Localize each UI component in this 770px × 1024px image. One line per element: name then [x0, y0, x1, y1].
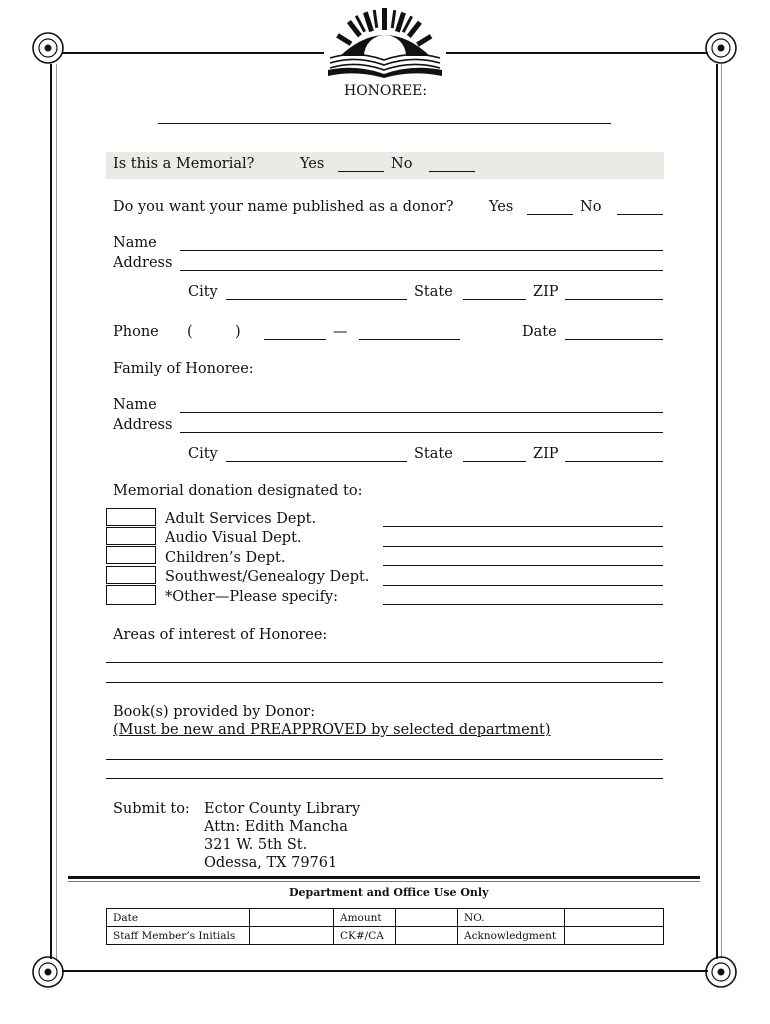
childrens-dept-field[interactable]	[383, 565, 663, 566]
southwest-genealogy-label: Southwest/Genealogy Dept.	[165, 569, 370, 585]
phone-dash: —	[333, 324, 348, 340]
corner-ornament-bottom-left-icon	[31, 955, 65, 989]
corner-ornament-top-left-icon	[31, 31, 65, 65]
family-city-field[interactable]	[226, 461, 407, 462]
donor-state-field[interactable]	[463, 299, 526, 300]
family-address-label: Address	[113, 417, 173, 433]
office-date-label: Date	[107, 909, 250, 927]
family-city-label: City	[188, 446, 218, 462]
family-zip-field[interactable]	[565, 461, 663, 462]
donor-zip-field[interactable]	[565, 299, 663, 300]
office-ck-ca-value[interactable]	[396, 927, 458, 945]
interests-line-2[interactable]	[106, 682, 663, 683]
submit-address-line: 321 W. 5th St.	[204, 837, 308, 853]
frame-bottom-line	[62, 970, 708, 972]
office-divider-thin	[68, 881, 700, 882]
submit-label: Submit to:	[113, 801, 190, 817]
office-amount-value[interactable]	[396, 909, 458, 927]
memorial-no-label: No	[391, 156, 413, 172]
donor-phone-line-field[interactable]	[359, 339, 460, 340]
donor-name-field[interactable]	[180, 250, 663, 251]
publish-no-label: No	[580, 199, 602, 215]
table-row	[107, 909, 664, 927]
childrens-dept-checkbox[interactable]	[106, 546, 156, 564]
adult-services-field[interactable]	[383, 526, 663, 527]
office-acknowledgment-value[interactable]	[565, 927, 664, 945]
audio-visual-label: Audio Visual Dept.	[165, 530, 302, 546]
donor-phone-label: Phone	[113, 324, 159, 340]
books-line-1[interactable]	[106, 759, 663, 760]
publish-yes-label: Yes	[489, 199, 514, 215]
family-heading: Family of Honoree:	[113, 361, 254, 377]
designation-heading: Memorial donation designated to:	[113, 483, 363, 499]
office-amount-label: Amount	[334, 909, 396, 927]
corner-ornament-bottom-right-icon	[704, 955, 738, 989]
frame-left-line	[50, 64, 52, 959]
publish-yes-field[interactable]	[527, 214, 573, 215]
table-row	[107, 927, 664, 945]
southwest-genealogy-field[interactable]	[383, 585, 663, 586]
publish-question-label: Do you want your name published as a donor?	[113, 199, 454, 215]
books-heading: Book(s) provided by Donor:	[113, 704, 316, 720]
phone-open-paren: (	[187, 324, 193, 340]
office-use-table	[106, 908, 664, 945]
donor-state-label: State	[414, 284, 453, 300]
frame-right-shadow-line	[721, 64, 722, 959]
adult-services-label: Adult Services Dept.	[165, 511, 317, 527]
interests-heading: Areas of interest of Honoree:	[113, 627, 328, 643]
audio-visual-field[interactable]	[383, 546, 663, 547]
donor-zip-label: ZIP	[533, 284, 559, 300]
other-label: *Other—Please specify:	[165, 589, 339, 605]
office-initials-value[interactable]	[250, 927, 334, 945]
honoree-name-field[interactable]	[158, 123, 611, 124]
office-initials-label: Staff Member’s Initials	[107, 927, 250, 945]
family-state-label: State	[414, 446, 453, 462]
memorial-yes-field[interactable]	[338, 171, 384, 172]
memorial-yes-label: Yes	[300, 156, 325, 172]
other-checkbox[interactable]	[106, 585, 156, 605]
family-zip-label: ZIP	[533, 446, 559, 462]
southwest-genealogy-checkbox[interactable]	[106, 566, 156, 584]
donor-address-field[interactable]	[180, 270, 663, 271]
adult-services-checkbox[interactable]	[106, 508, 156, 526]
donor-date-field[interactable]	[565, 339, 663, 340]
interests-line-1[interactable]	[106, 662, 663, 663]
family-address-field[interactable]	[180, 432, 663, 433]
donor-city-field[interactable]	[226, 299, 407, 300]
family-name-label: Name	[113, 397, 157, 413]
books-line-2[interactable]	[106, 778, 663, 779]
family-state-field[interactable]	[463, 461, 526, 462]
donor-name-label: Name	[113, 235, 157, 251]
frame-left-shadow-line	[56, 64, 57, 959]
honoree-label: HONOREE:	[344, 83, 428, 99]
submit-address-line: Odessa, TX 79761	[204, 855, 338, 871]
open-book-sunrise-icon	[326, 6, 444, 78]
office-ck-ca-label: CK#/CA	[334, 927, 396, 945]
office-date-value[interactable]	[250, 909, 334, 927]
family-name-field[interactable]	[180, 412, 663, 413]
office-divider-thick	[68, 876, 700, 879]
office-no-label: NO.	[458, 909, 565, 927]
submit-address-line: Attn: Edith Mancha	[204, 819, 348, 835]
submit-address-line: Ector County Library	[204, 801, 361, 817]
donor-phone-prefix-field[interactable]	[264, 339, 326, 340]
other-specify-field[interactable]	[383, 604, 663, 605]
frame-right-line	[716, 64, 718, 959]
corner-ornament-top-right-icon	[704, 31, 738, 65]
donor-city-label: City	[188, 284, 218, 300]
memorial-no-field[interactable]	[429, 171, 475, 172]
phone-close-paren: )	[235, 324, 241, 340]
donor-address-label: Address	[113, 255, 173, 271]
frame-top-left-line	[62, 52, 324, 54]
books-note: (Must be new and PREAPPROVED by selected department)	[113, 722, 551, 738]
frame-top-right-line	[446, 52, 708, 54]
office-no-value[interactable]	[565, 909, 664, 927]
donor-date-label: Date	[522, 324, 557, 340]
office-use-title: Department and Office Use Only	[289, 886, 489, 899]
audio-visual-checkbox[interactable]	[106, 527, 156, 545]
office-acknowledgment-label: Acknowledgment	[458, 927, 565, 945]
memorial-question-label: Is this a Memorial?	[113, 156, 255, 172]
publish-no-field[interactable]	[617, 214, 663, 215]
childrens-dept-label: Children’s Dept.	[165, 550, 286, 566]
